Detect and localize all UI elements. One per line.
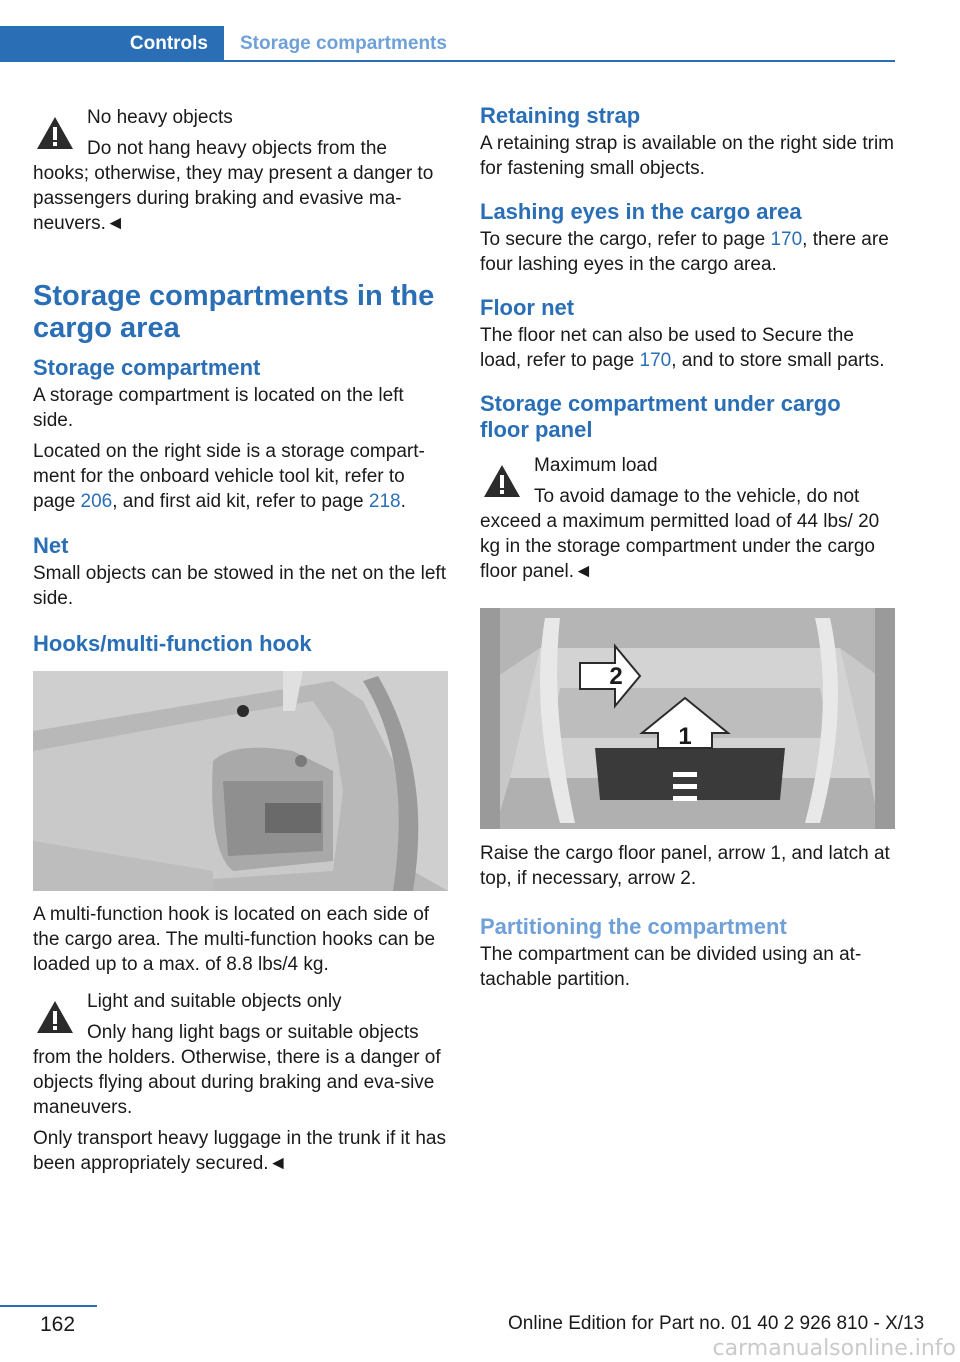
storage-compartment-text: A storage compartment is located on the left side.: [33, 385, 404, 431]
page-link-206[interactable]: 206: [80, 491, 113, 512]
hooks-heading: Hooks/multi-function hook: [33, 631, 312, 656]
chapter-tab: [0, 26, 224, 62]
text-fragment: , and first aid kit, refer to page: [112, 491, 369, 512]
cargo-floor-photo: [480, 608, 895, 829]
text-fragment: , there are four lashing eyes in the cargo area.: [480, 229, 889, 275]
text-fragment: Located on the right side is a storage compart-ment for the onboard vehicle tool kit, refer to page: [33, 441, 425, 512]
trunk-side-illustration: [33, 671, 448, 891]
arrow-2-label: 2: [609, 663, 623, 690]
net-heading: Net: [33, 533, 69, 558]
storage-compartment-text-2: [33, 439, 448, 514]
partitioning-heading: Partitioning the compartment: [480, 914, 787, 939]
retaining-strap-heading: Retaining strap: [480, 103, 641, 128]
hook-photo: [33, 671, 448, 891]
lashing-eyes-heading: Lashing eyes in the cargo area: [480, 199, 802, 224]
warning-triangle-icon: [480, 459, 524, 503]
arrow-1-label: 1: [678, 723, 692, 750]
text-fragment: , and to store small parts.: [671, 350, 885, 371]
warning-title: No heavy objects: [87, 107, 233, 128]
left-column: [33, 103, 448, 1176]
storage-compartment-heading: Storage compartment: [33, 355, 261, 380]
warning-triangle-icon: [33, 111, 77, 155]
page-link-170[interactable]: 170: [770, 229, 803, 250]
text-fragment: .: [400, 491, 406, 512]
footer-rule: [0, 1305, 97, 1307]
warning-title: Light and suitable objects only: [87, 991, 342, 1012]
section-heading: Storage compartments in the cargo area: [33, 280, 435, 344]
page-link-218[interactable]: 218: [368, 491, 401, 512]
right-column: [480, 103, 895, 992]
raise-panel-text: Raise the cargo floor panel, arrow 1, and latch at top, if necessary, arrow 2.: [480, 843, 890, 889]
page-link-170[interactable]: 170: [639, 350, 672, 371]
luggage-text: Only transport heavy luggage in the trunk if it has been appropriately secured.◄: [33, 1128, 446, 1174]
warning-body: To avoid damage to the vehicle, do not exceed a maximum permitted load of 44 lbs/ 20 kg in the storage compartment under the cargo floor panel.◄: [480, 486, 880, 582]
edition-note: Online Edition for Part no. 01 40 2 926 810 - X/13: [508, 1313, 925, 1334]
warning-body: Only hang light bags or suitable objects from the holders. Otherwise, there is a danger of objects flying about during braking and eva-sive maneuvers.: [33, 1022, 441, 1118]
text-fragment: The floor net can also be used to Secure the load, refer to page: [480, 325, 854, 371]
header-rule: [0, 60, 895, 62]
page-number: 162: [40, 1313, 76, 1336]
chapter-label: Controls: [129, 33, 208, 54]
floor-net-text: [480, 323, 895, 373]
hooks-text: A multi-function hook is located on each side of the cargo area. The multi-function hooks can be loaded up to a max. of 8.8 lbs/4 kg.: [33, 904, 436, 975]
warning-light-objects: [33, 989, 448, 1120]
retaining-strap-text: A retaining strap is available on the right side trim for fastening small objects.: [480, 133, 894, 179]
floor-net-heading: Floor net: [480, 295, 575, 320]
warning-heavy-objects: [33, 105, 448, 236]
warning-title: Maximum load: [534, 455, 658, 476]
warning-maximum-load: [480, 453, 895, 584]
watermark: carmanualsonline.info: [712, 1336, 956, 1361]
warning-triangle-icon: [33, 995, 77, 1039]
partitioning-text: The compartment can be divided using an at-tachable partition.: [480, 944, 862, 990]
lashing-eyes-text: [480, 227, 895, 277]
warning-body: Do not hang heavy objects from the hooks; otherwise, they may present a danger to passengers during braking and evasive ma-neuvers.◄: [33, 138, 434, 234]
net-text: Small objects can be stowed in the net on the left side.: [33, 563, 446, 609]
under-floor-heading: Storage compartment under cargo floor panel: [480, 391, 841, 442]
section-title: Storage compartments: [240, 33, 447, 54]
cargo-area-illustration: [480, 608, 895, 829]
text-fragment: To secure the cargo, refer to page: [480, 229, 771, 250]
